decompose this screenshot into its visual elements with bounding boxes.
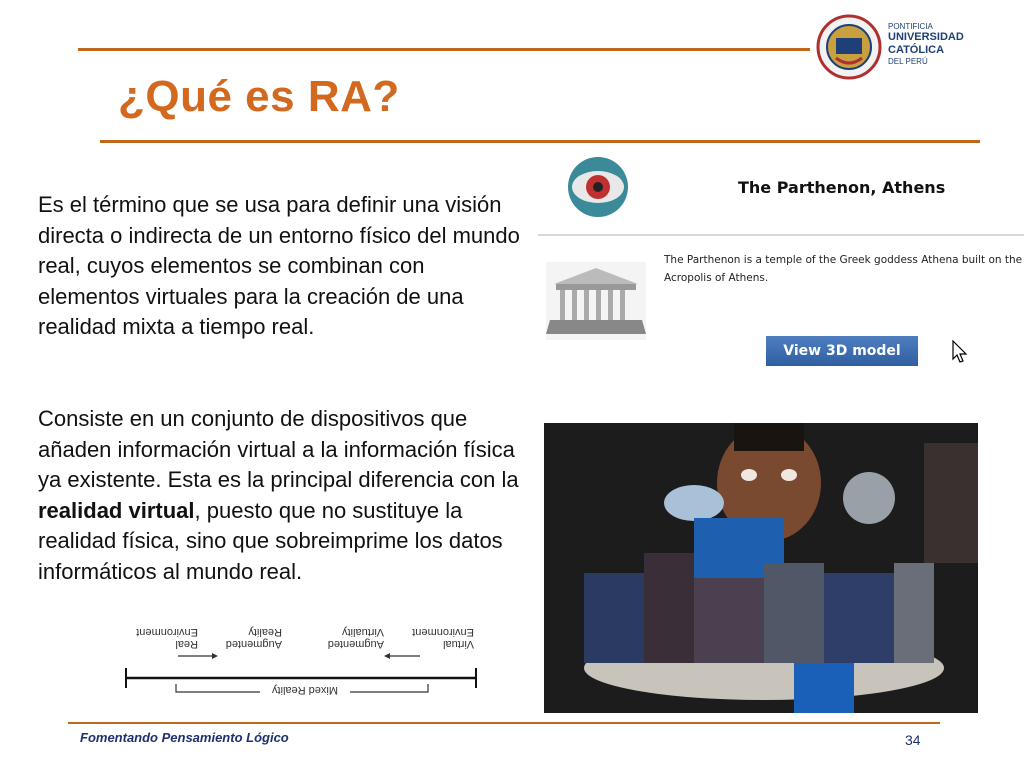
mixed-reality-diagram [120, 622, 480, 704]
ar-city-photo [544, 423, 978, 713]
footer-tagline: Fomentando Pensamiento Lógico [80, 730, 289, 745]
ar-city-illustration [544, 423, 978, 713]
logo-line-4: DEL PERÚ [888, 57, 928, 66]
diagram-label-real-environment: Real Environment [136, 626, 198, 650]
diagram-label-mixed-reality: Mixed Reality [260, 684, 350, 696]
mouse-cursor-icon [952, 340, 968, 364]
paragraph-description [38, 404, 528, 587]
paragraph-definition: Es el término que se usa para definir una visión directa o indirecta de un entorno físico del mundo real, cuyos elementos se combinan con elementos virtuales para la creación de una realidad mixta a tiempo real. [38, 192, 520, 339]
diagram-label-augmented-virtuality: Augmented Virtuality [327, 626, 384, 650]
logo-line-3: CATÓLICA [888, 44, 945, 56]
diagram-label-virtual-environment: Virtual Environment [412, 626, 474, 650]
view-3d-model-button[interactable]: View 3D model [766, 336, 918, 366]
footer-rule [68, 722, 940, 724]
eye-marker-icon [566, 155, 630, 219]
ar-demo-description: The Parthenon is a temple of the Greek goddess Athena built on the Acropolis of Athens. [664, 254, 1023, 284]
university-logo [816, 14, 976, 80]
logo-line-2: UNIVERSIDAD [888, 31, 964, 43]
ar-demo-heading: The Parthenon, Athens [738, 178, 946, 197]
page-number: 34 [905, 732, 921, 748]
paragraph-description-bold: realidad virtual [38, 497, 195, 523]
ar-demo-divider [538, 234, 1024, 236]
paragraph-description-start: Consiste en un conjunto de dispositivos que añaden información virtual a la información física ya existente. Esta es la principal diferencia con la [38, 406, 519, 492]
logo-line-1: PONTIFICIA [888, 22, 933, 31]
paragraph-description-end: , puesto que no sustituye la realidad física, sino que sobreimprime los datos informáticos al mundo real. [38, 497, 503, 584]
diagram-label-augmented-reality: Augmented Reality [225, 626, 282, 650]
header-rule-bottom [100, 140, 980, 143]
header-rule-top [78, 48, 810, 51]
slide-title: ¿Qué es RA? [118, 72, 400, 121]
university-seal-icon [816, 14, 882, 80]
parthenon-model-icon [546, 262, 646, 340]
